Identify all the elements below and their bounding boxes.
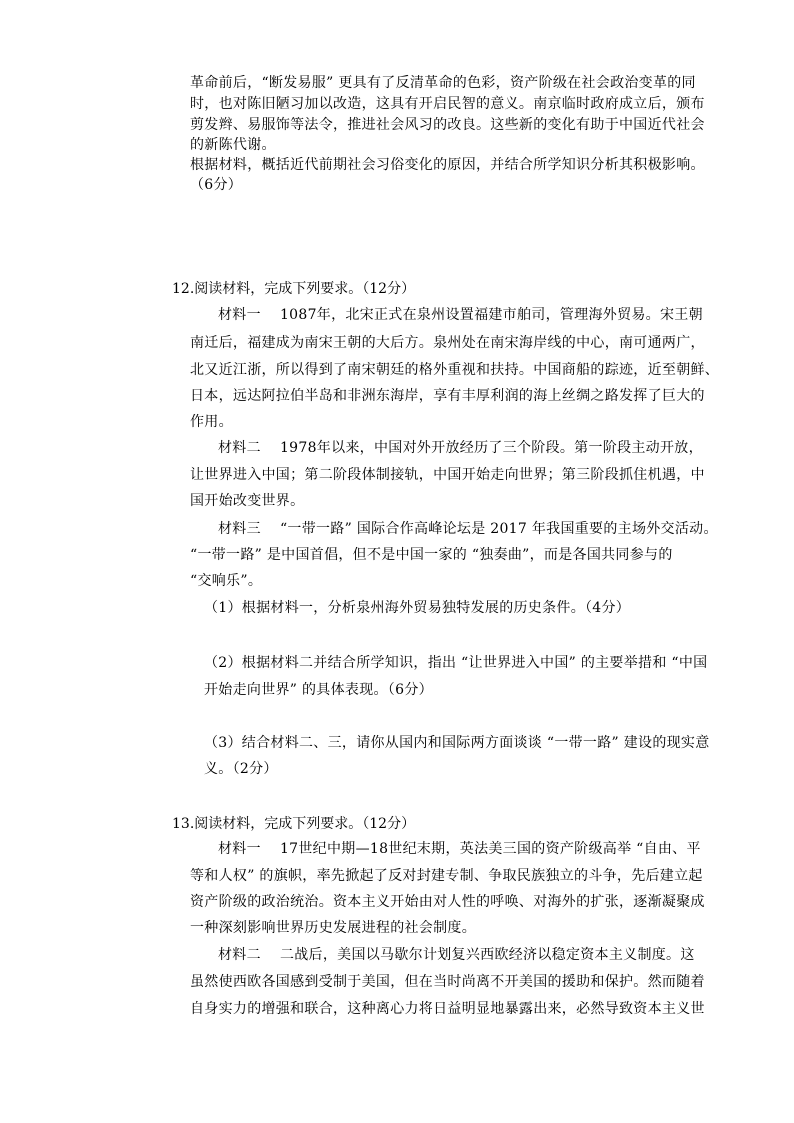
text-line: 开始走向世界” 的具体表现。（6分） — [204, 682, 433, 698]
text-line: 国开始改变世界。 — [190, 493, 305, 509]
text-line: 北又近江浙，所以得到了南宋朝廷的格外重视和扶持。中国商船的踪迹，近至朝鲜、 — [190, 362, 720, 378]
score-label: （6分） — [190, 177, 243, 193]
text-line: 材料二 1978年以来，中国对外开放经历了三个阶段。第一阶段主动开放， — [218, 440, 703, 456]
text-line: 一种深刻影响世界历史发展进程的社会制度。 — [190, 920, 476, 936]
text-line: 等和人权” 的旗帜，率先掀起了反对封建专制、争取民族独立的斗争，先后建立起 — [190, 868, 703, 884]
text-line: 义。（2分） — [204, 761, 278, 777]
text-line: 南迁后，福建成为南宋王朝的大后方。泉州处在南宋海岸线的中心，南可通两广， — [190, 335, 705, 351]
text-line: 材料一 17世纪中期—18世纪末期，英法美三国的资产阶级高举 “自由、平 — [218, 841, 701, 857]
text-line: 作用。 — [190, 414, 233, 430]
text-line: 革命前后，“断发易服” 更具有了反清革命的色彩，资产阶级在社会政治变革的同 — [190, 75, 696, 91]
question-12-heading: 12.阅读材料，完成下列要求。（12分） — [172, 281, 416, 297]
text-line: 日本，远达阿拉伯半岛和非洲东海岸，享有丰厚利润的海上丝绸之路发挥了巨大的 — [190, 388, 705, 404]
text-line: 的新陈代谢。 — [190, 137, 276, 153]
q12-subquestion-1: （1）根据材料一，分析泉州海外贸易独特发展的历史条件。（4分） — [204, 600, 631, 616]
text-line: “交响乐”。 — [190, 573, 263, 589]
text-line: 自身实力的增强和联合，这种离心力将日益明显地暴露出来，必然导致资本主义世 — [190, 1001, 705, 1017]
text-line: 材料一 1087年，北宋正式在泉州设置福建市舶司，管理海外贸易。宋王朝 — [218, 307, 703, 323]
text-line: 材料三 “一带一路” 国际合作高峰论坛是 2017 年我国重要的主场外交活动。 — [218, 521, 718, 537]
text-line: 虽然使西欧各国感到受制于美国，但在当时尚离不开美国的援助和保护。然而随着 — [190, 974, 705, 990]
text-line: 剪发辫、易服饰等法令，推进社会风习的改良。这些新的变化有助于中国近代社会 — [190, 117, 705, 133]
question-13-heading: 13.阅读材料，完成下列要求。（12分） — [172, 816, 416, 832]
text-line: （2）根据材料二并结合所学知识，指出 “让世界进入中国” 的主要举措和 “中国 — [204, 655, 708, 671]
question-prompt: 根据材料，概括近代前期社会习俗变化的原因，并结合所学知识分析其积极影响。 — [190, 157, 705, 173]
text-line: 资产阶级的政治统治。资本主义开始由对人性的呼唤、对海外的扩张，逐渐凝聚成 — [190, 894, 705, 910]
text-line: （3）结合材料二、三，请你从国内和国际两方面谈谈 “一带一路” 建设的现实意 — [204, 735, 710, 751]
text-line: 让世界进入中国；第二阶段体制接轨，中国开始走向世界；第三阶段抓住机遇，中 — [190, 467, 705, 483]
text-line: 时，也对陈旧陋习加以改造，这具有开启民智的意义。南京临时政府成立后，颁布 — [190, 96, 705, 112]
text-line: 材料二 二战后，美国以马歇尔计划复兴西欧经济以稳定资本主义制度。这 — [218, 947, 695, 963]
text-line: “一带一路” 是中国首倡，但不是中国一家的 “独奏曲”，而是各国共同参与的 — [190, 547, 673, 563]
